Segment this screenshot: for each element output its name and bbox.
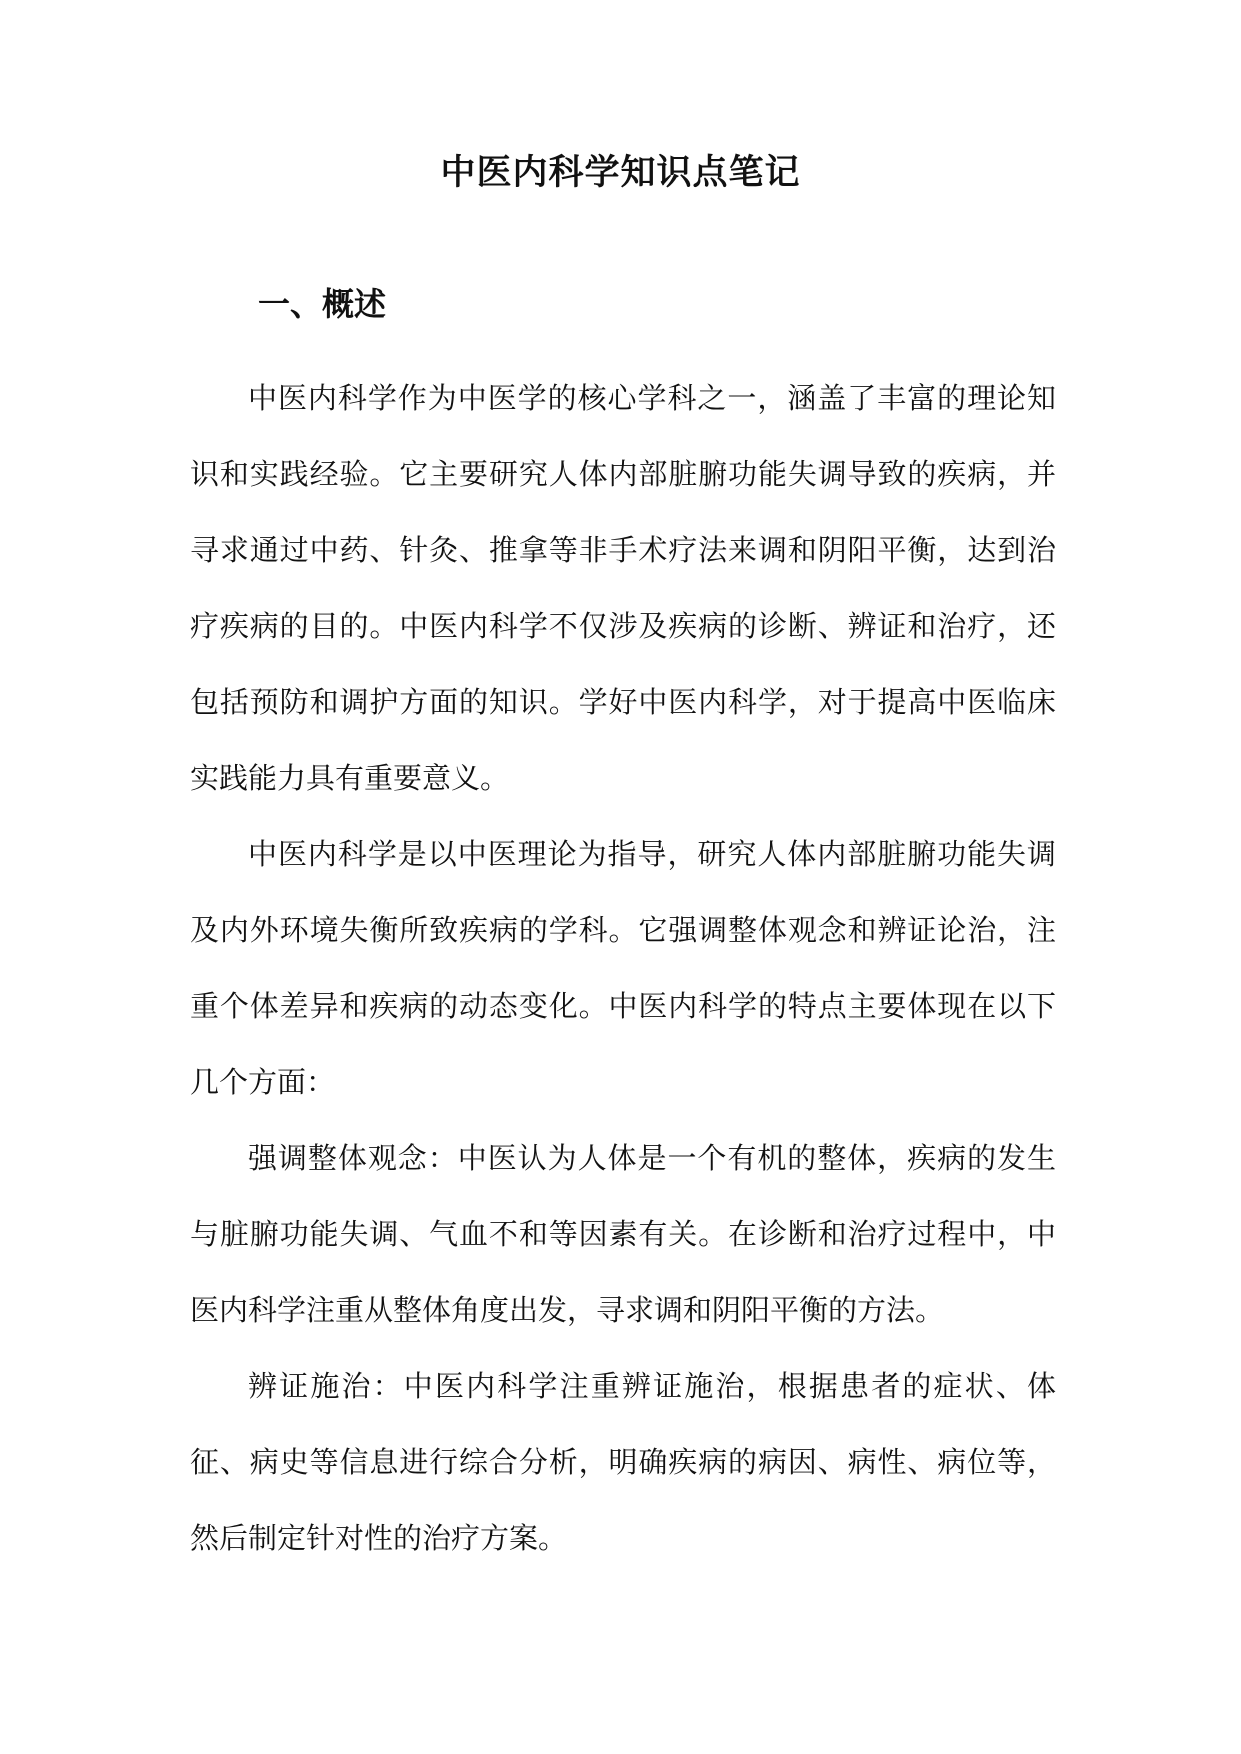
section-body [190, 360, 1056, 1576]
section-heading: 一、概述 [258, 285, 387, 323]
paragraph-syndrome-differentiation: 辨证施治：中医内科学注重辨证施治，根据患者的症状、体征、病史等信息进行综合分析，明确疾病的病因、病性、病位等，然后制定针对性的治疗方案。 [190, 1369, 1056, 1555]
document-title: 中医内科学知识点笔记 [440, 152, 801, 193]
paragraph-holistic-view: 强调整体观念：中医认为人体是一个有机的整体，疾病的发生与脏腑功能失调、气血不和等因素有关。在诊断和治疗过程中，中医内科学注重从整体角度出发，寻求调和阴阳平衡的方法。 [190, 1141, 1056, 1327]
paragraph-definition: 中医内科学是以中医理论为指导，研究人体内部脏腑功能失调及内外环境失衡所致疾病的学科。它强调整体观念和辨证论治，注重个体差异和疾病的动态变化。中医内科学的特点主要体现在以下几个方面： [190, 837, 1056, 1099]
paragraph-overview: 中医内科学作为中医学的核心学科之一，涵盖了丰富的理论知识和实践经验。它主要研究人体内部脏腑功能失调导致的疾病，并寻求通过中药、针灸、推拿等非手术疗法来调和阴阳平衡，达到治疗疾病的目的。中医内科学不仅涉及疾病的诊断、辨证和治疗，还包括预防和调护方面的知识。学好中医内科学，对于提高中医临床实践能力具有重要意义。 [190, 381, 1056, 795]
